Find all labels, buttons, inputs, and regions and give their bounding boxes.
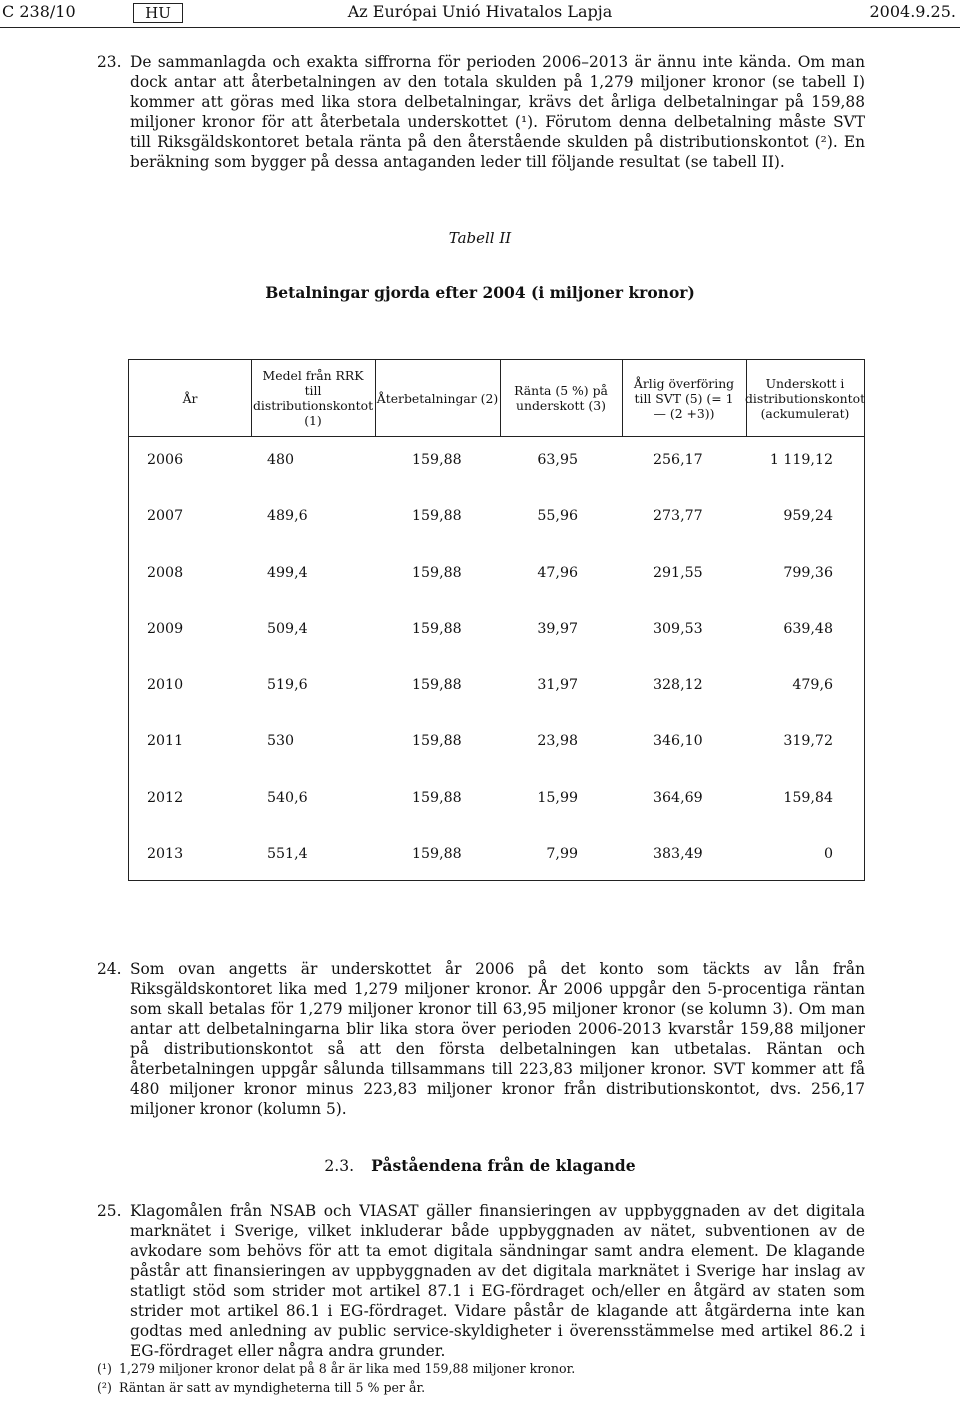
header-funds: Medel från RRK till distributionskontot (1)	[252, 368, 374, 428]
table-row	[129, 677, 864, 697]
journal-title: Az Európai Unió Hivatalos Lapja	[347, 2, 613, 21]
cell-interest: 15,99	[537, 790, 578, 806]
cell-deficit: 159,84	[783, 790, 833, 806]
paragraph-number: 25.	[97, 1202, 122, 1220]
paragraph-text: Som ovan angetts är underskottet år 2006 på det konto som täckts av lån från Riksgäldskontoret lika med 1,279 miljoner kronor. År 2006 uppgår den 5-procentiga räntan som skall betalas för 1,279 miljoner kronor till 63,95 miljoner kronor (se kolumn 3). Om man antar att delbetalningarna blir lika stora över perioden 2006-2013 kvarstår 159,88 miljoner på distributionskontot så att den första delbetalningen kan utbetalas. Räntan och återbetalningen uppgår sålunda tillsammans till 223,83 miljoner kronor. SVT kommer att få 480 miljoner kronor minus 223,83 miljoner kronor från distributionskontot, dvs. 256,17 miljoner kronor (kolumn 5).	[130, 960, 865, 1118]
cell-year: 2012	[147, 790, 184, 806]
header-transfer: Årlig överföring till SVT (5) (= 1 — (2 +3))	[633, 375, 735, 421]
publication-date: 2004.9.25.	[869, 2, 956, 21]
header-repayments: Återbetalningar (2)	[376, 390, 499, 406]
cell-year: 2010	[147, 677, 184, 693]
table-row	[129, 452, 864, 472]
table-row	[129, 733, 864, 753]
table-row	[129, 508, 864, 528]
cell-year: 2006	[147, 452, 184, 468]
paragraph-number: 24.	[97, 960, 122, 978]
paragraph-number: 23.	[97, 53, 122, 71]
paragraph-24	[97, 959, 865, 1119]
cell-repayment: 159,88	[412, 677, 462, 693]
cell-transfer: 383,49	[653, 846, 703, 862]
payments-table	[128, 359, 865, 881]
cell-funds: 530	[267, 733, 295, 749]
cell-interest: 39,97	[537, 621, 578, 637]
header-interest: Ränta (5 %) på underskott (3)	[514, 383, 608, 413]
cell-transfer: 291,55	[653, 565, 703, 581]
page-reference: C 238/10	[2, 2, 76, 21]
cell-deficit: 1 119,12	[769, 452, 833, 468]
cell-repayment: 159,88	[412, 565, 462, 581]
cell-interest: 31,97	[537, 677, 578, 693]
paragraph-text: De sammanlagda och exakta siffrorna för perioden 2006–2013 är ännu inte kända. Om man dock antar att återbetalningen av den totala skulden på 1,279 miljoner kronor (se tabell I) kommer att göras med lika stora delbetalningar, krävs det årliga delbetalningar på 159,88 miljoner kronor för att återbetala underskottet (¹). Förutom denna delbetalning måste SVT till Riksgäldskontoret betala ränta på den återstående skulden på distributionskontot (²). En beräkning som bygger på dessa antaganden leder till följande resultat (se tabell II).	[130, 53, 865, 171]
table-row	[129, 621, 864, 641]
cell-transfer: 346,10	[653, 733, 703, 749]
footnote-text: 1,279 miljoner kronor delat på 8 år är lika med 159,88 miljoner kronor.	[119, 1361, 576, 1376]
cell-interest: 23,98	[537, 733, 578, 749]
cell-transfer: 364,69	[653, 790, 703, 806]
cell-repayment: 159,88	[412, 621, 462, 637]
cell-transfer: 273,77	[653, 508, 703, 524]
cell-interest: 55,96	[537, 508, 578, 524]
paragraph-23	[97, 52, 865, 172]
footnote-2	[97, 1380, 425, 1396]
footnote-mark: (²)	[97, 1380, 112, 1395]
cell-deficit: 959,24	[783, 508, 833, 524]
footnote-text: Räntan är satt av myndigheterna till 5 % per år.	[119, 1380, 426, 1395]
cell-transfer: 309,53	[653, 621, 703, 637]
paragraph-25	[97, 1201, 865, 1361]
footnote-mark: (¹)	[97, 1361, 112, 1376]
table-row	[129, 846, 864, 866]
cell-year: 2007	[147, 508, 184, 524]
cell-interest: 47,96	[537, 565, 578, 581]
cell-funds: 499,4	[267, 565, 308, 581]
cell-deficit: 479,6	[792, 677, 833, 693]
cell-deficit: 799,36	[783, 565, 833, 581]
header-divider	[0, 27, 960, 28]
cell-year: 2008	[147, 565, 184, 581]
table-caption: Tabell II	[448, 229, 512, 247]
cell-funds: 509,4	[267, 621, 308, 637]
section-heading	[0, 1156, 960, 1175]
table-title: Betalningar gjorda efter 2004 (i miljoner kronor)	[265, 283, 695, 302]
cell-repayment: 159,88	[412, 790, 462, 806]
section-number: 2.3.	[324, 1157, 355, 1175]
language-code-box: HU	[133, 3, 183, 23]
cell-year: 2009	[147, 621, 184, 637]
footnote-1	[97, 1361, 575, 1377]
cell-transfer: 328,12	[653, 677, 703, 693]
cell-repayment: 159,88	[412, 508, 462, 524]
cell-funds: 480	[267, 452, 295, 468]
cell-funds: 489,6	[267, 508, 308, 524]
section-title: Påståendena från de klagande	[371, 1156, 636, 1175]
paragraph-text: Klagomålen från NSAB och VIASAT gäller finansieringen av uppbyggnaden av det digitala marknätet i Sverige, vilket inkluderar både uppbyggnaden av nätet, subventionen av de avkodare som behövs för att ta emot digitala sändningar samt andra element. De klagande påstår att finansieringen av uppbyggnaden av det digitala marknätet i Sverige har inslag av statligt stöd som strider mot artikel 87.1 i EG-fördraget och/eller en åtgärd av staten som strider mot artikel 86.1 i EG-fördraget. Vidare påstår de klagande att åtgärderna inte kan godtas med anledning av public service-skyldigheter i överensstämmelse med artikel 86.2 i EG-fördraget eller några andra grunder.	[130, 1202, 865, 1360]
cell-deficit: 0	[823, 846, 833, 862]
cell-funds: 551,4	[267, 846, 308, 862]
cell-repayment: 159,88	[412, 846, 462, 862]
cell-transfer: 256,17	[653, 452, 703, 468]
cell-repayment: 159,88	[412, 452, 462, 468]
cell-interest: 7,99	[546, 846, 578, 862]
table-row	[129, 790, 864, 810]
header-deficit: Underskott i distributionskontot (ackumulerat)	[744, 375, 866, 421]
cell-deficit: 319,72	[783, 733, 833, 749]
cell-interest: 63,95	[537, 452, 578, 468]
cell-repayment: 159,88	[412, 733, 462, 749]
cell-funds: 519,6	[267, 677, 308, 693]
cell-funds: 540,6	[267, 790, 308, 806]
cell-deficit: 639,48	[783, 621, 833, 637]
cell-year: 2013	[147, 846, 184, 862]
cell-year: 2011	[147, 733, 184, 749]
table-header	[129, 360, 864, 437]
page-header	[0, 2, 960, 24]
table-row	[129, 565, 864, 585]
header-year: År	[182, 390, 198, 406]
